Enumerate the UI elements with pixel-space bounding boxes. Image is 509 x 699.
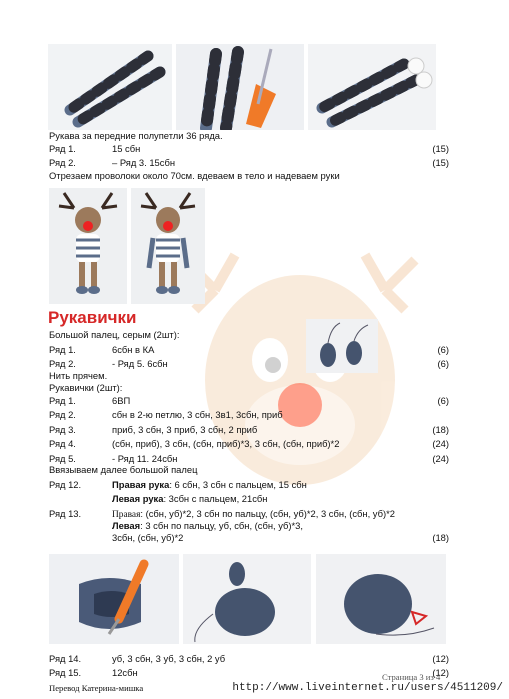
row-12-left	[49, 492, 449, 506]
wire-note: Отрезаем проволоки около 70см. вдеваем в тело и надеваем руки	[49, 170, 340, 181]
hide-thread-note: Нить прячем.	[49, 370, 108, 381]
page-number: Страница 3 из 4	[382, 672, 441, 682]
row-label: Ряд 2.	[49, 157, 76, 168]
source-url[interactable]: http://www.liveinternet.ru/users/4511209/	[232, 682, 503, 694]
sleeve-photo-1	[48, 44, 172, 130]
left-hand-text: : 3сбн с пальцем, 21сбн	[163, 493, 268, 504]
row-label: Ряд 1.	[49, 395, 76, 406]
left-hand-label: Левая	[112, 520, 141, 531]
row-text: – Ряд 3. 15сбн	[112, 157, 175, 168]
row-label: Ряд 12.	[49, 479, 82, 490]
row-label: Ряд 2.	[49, 358, 76, 369]
row-label: Ряд 5.	[49, 453, 76, 464]
knit-thumb-note: Ввязываем далее большой палец	[49, 464, 198, 475]
sleeves-intro: Рукава за передние полупетли 36 ряда.	[49, 130, 223, 141]
mitten-row-3	[49, 423, 449, 437]
row-text: приб, 3 сбн, 3 приб, 3 сбн, 2 приб	[112, 424, 258, 435]
section-title: Рукавички	[48, 308, 137, 327]
right-hand-text: : 6 сбн, 3 сбн с пальцем, 15 сбн	[169, 479, 307, 490]
row-count: (15)	[432, 157, 449, 168]
row-count: (18)	[432, 532, 449, 543]
row-text: 6ВП	[112, 395, 131, 406]
row-label: Ряд 4.	[49, 438, 76, 449]
row-text: сбн в 2-ю петлю, 3 сбн, 3в1, 3сбн, приб	[112, 409, 283, 420]
thumb-row-2	[49, 357, 449, 371]
row-count: (6)	[437, 395, 449, 406]
final-row-14	[49, 652, 449, 666]
mitten-row-1	[49, 394, 449, 408]
mitten-row-2	[49, 408, 449, 422]
row-count: (24)	[432, 453, 449, 464]
row-count: (18)	[432, 424, 449, 435]
row-label: Ряд 13.	[49, 508, 82, 519]
row-count: (12)	[432, 653, 449, 664]
mitten-row-4	[49, 437, 449, 451]
row-12	[49, 478, 449, 492]
row-label: Ряд 3.	[49, 424, 76, 435]
left-hand-text: : 3 сбн по пальцу, уб, сбн, (сбн, уб)*3,	[140, 520, 303, 531]
thumb-intro: Большой палец, серым (2шт):	[49, 329, 180, 340]
row-text: 15 сбн	[112, 143, 141, 154]
row-13-cont-text: 3сбн, (сбн, уб)*2	[112, 532, 184, 543]
row-label: Ряд 1.	[49, 344, 76, 355]
sleeve-photo-2	[176, 44, 304, 130]
translator-credit: Перевод Катерина-мишка	[49, 683, 144, 693]
row-12-right	[112, 478, 307, 492]
right-hand-text: : (сбн, уб)*2, 3 сбн по пальцу, (сбн, уб)*2, 3 сбн, (сбн, уб)*2	[140, 508, 395, 519]
row-text: 6сбн в КА	[112, 344, 155, 355]
row-text: уб, 3 сбн, 3 уб, 3 сбн, 2 уб	[112, 653, 226, 664]
mitten-photo-2	[183, 554, 311, 644]
row-count: (6)	[437, 344, 449, 355]
section1-row-2	[49, 156, 449, 170]
row-text: - Ряд 5. 6сбн	[112, 358, 168, 369]
section1-row-1	[49, 142, 449, 156]
sleeve-photo-3	[308, 44, 436, 130]
thumb-row-1	[49, 343, 449, 357]
reindeer-watermark	[175, 250, 425, 510]
reindeer-photo-front	[49, 188, 127, 304]
row-12-left-text	[112, 492, 267, 506]
right-hand-label: Правая рука	[112, 479, 170, 490]
mitten-photo-3	[316, 554, 446, 644]
row-count: (24)	[432, 438, 449, 449]
row-label: Ряд 15.	[49, 667, 82, 678]
right-hand-label: Правая	[112, 510, 141, 520]
row-label: Ряд 14.	[49, 653, 82, 664]
row-count: (6)	[437, 358, 449, 369]
row-count: (12)	[432, 667, 449, 678]
left-hand-label: Левая рука	[112, 493, 164, 504]
row-text: (сбн, приб), 3 сбн, (сбн, приб)*3, 3 сбн, (сбн, приб)*2	[112, 438, 340, 449]
mitten-photo-1	[49, 554, 179, 644]
row-label: Ряд 1.	[49, 143, 76, 154]
row-label: Ряд 2.	[49, 409, 76, 420]
row-count: (15)	[432, 143, 449, 154]
row-text: 12сбн	[112, 667, 138, 678]
mittens-intro: Рукавички (2шт):	[49, 382, 123, 393]
reindeer-photo-side	[131, 188, 205, 304]
row-text: - Ряд 11. 24сбн	[112, 453, 178, 464]
row-13-cont	[49, 531, 449, 545]
